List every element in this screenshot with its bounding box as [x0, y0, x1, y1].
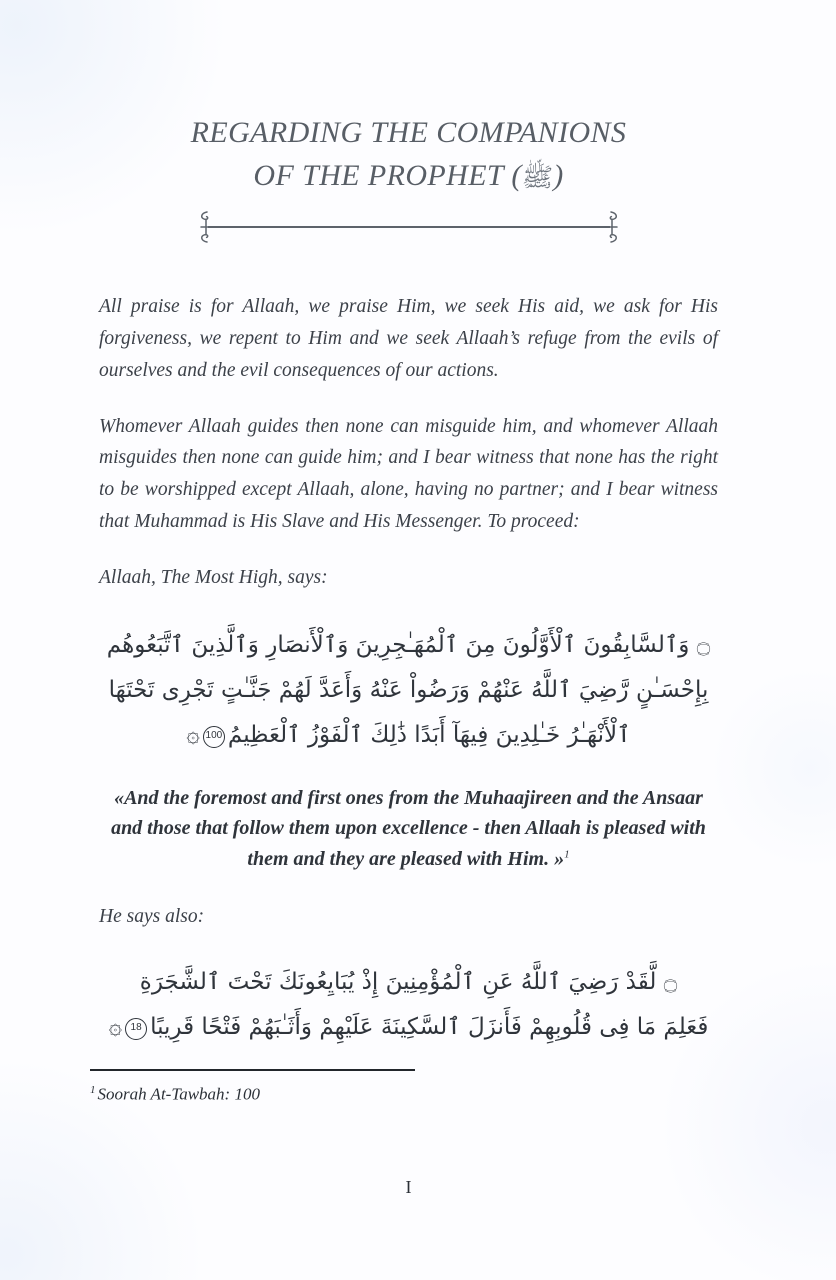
ayah-2-line-1: ۝ لَّقَدْ رَضِيَ ٱللَّهُ عَنِ ٱلْمُؤْمِنِينَ إِذْ يُبَايِعُونَكَ تَحْتَ ٱلشَّجَرَةِ — [139, 968, 678, 995]
page-content — [90, 0, 718, 1280]
ayah-number-marker: 18 — [125, 1018, 147, 1040]
footnote-section — [90, 1069, 718, 1104]
paragraph-praise: All praise is for Allaah, we praise Him, we seek His aid, we ask for His forgiveness, we repent to Him and we seek Allaah’s refuge from the evils of ourselves and the evil consequences of our actions. — [99, 296, 718, 381]
footnote-marker: 1 — [90, 1083, 96, 1096]
ayah-number-marker: 100 — [203, 726, 225, 748]
ayah-1-line-3 — [99, 713, 718, 758]
verse-translation-at-tawbah — [105, 783, 712, 874]
footnote-reference: 1 — [564, 848, 570, 861]
lead-in-he-says-also: He says also: — [99, 906, 205, 928]
ayah-2-line-2-text: فَعَلِمَ مَا فِى قُلُوبِهِمْ فَأَنزَلَ ٱلسَّكِينَةَ عَلَيْهِمْ وَأَثَـٰبَهُمْ فَتْحًا قَرِيبًا — [150, 1013, 709, 1040]
title-line-2-suffix: ) — [553, 158, 564, 192]
ornamental-divider — [200, 210, 618, 244]
ayah-2-bracket-close: ۞ — [108, 1013, 123, 1040]
translation-text: «And the foremost and first ones from the Muhaajireen and the Ansaar and those that follow them upon excellence - then Allaah is pleased with them and they are pleased with Him. » — [111, 786, 706, 870]
fleuron-right-icon — [599, 210, 625, 244]
divider-rule — [208, 226, 610, 227]
quran-verse-al-fath — [99, 960, 718, 1050]
title-line-1: REGARDING THE COMPANIONS — [190, 116, 627, 149]
ayah-1-bracket-close: ۞ — [186, 722, 200, 749]
footnote-separator-rule — [90, 1069, 415, 1071]
ayah-1-line-2: بِإِحْسَـٰنٍ رَّضِيَ ٱللَّهُ عَنْهُمْ وَرَضُواْ عَنْهُ وَأَعَدَّ لَهُمْ جَنَّـٰتٍ تَجْرِى تَحْتَهَا — [108, 677, 709, 704]
paragraph-shahaadah: Whomever Allaah guides then none can misguide him, and whomever Allaah misguides then none can guide him; and I bear witness that none has the right to be worshipped except Allaah, alone, having no partner; and I bear witness that Muhammad is His Slave and His Messenger. To proceed: — [99, 415, 718, 532]
page-title — [99, 0, 718, 197]
title-line-2-prefix: OF THE PROPHET ( — [253, 158, 522, 192]
quran-verse-at-tawbah — [99, 623, 718, 758]
lead-in-allaah-says: Allaah, The Most High, says: — [99, 566, 328, 588]
page-number: I — [405, 1177, 412, 1197]
title-line-2 — [99, 155, 718, 198]
ayah-2-line-2 — [99, 1005, 718, 1050]
footnote-entry — [90, 1084, 718, 1105]
ayah-1-line-3-text: ٱلْأَنْهَـٰرُ خَـٰلِدِينَ فِيهَآ أَبَدًا ذَٰلِكَ ٱلْفَوْزُ ٱلْعَظِيمُ — [227, 722, 631, 749]
ayah-1-line-1: ۝ وَٱلسَّابِقُونَ ٱلْأَوَّلُونَ مِنَ ٱلْمُهَـٰجِرِينَ وَٱلْأَنصَارِ وَٱلَّذِينَ ٱتَّبَعُوهُم — [106, 632, 711, 659]
salawat-icon: ﷺ — [521, 162, 554, 192]
footnote-source: Soorah At-Tawbah: 100 — [97, 1084, 260, 1104]
